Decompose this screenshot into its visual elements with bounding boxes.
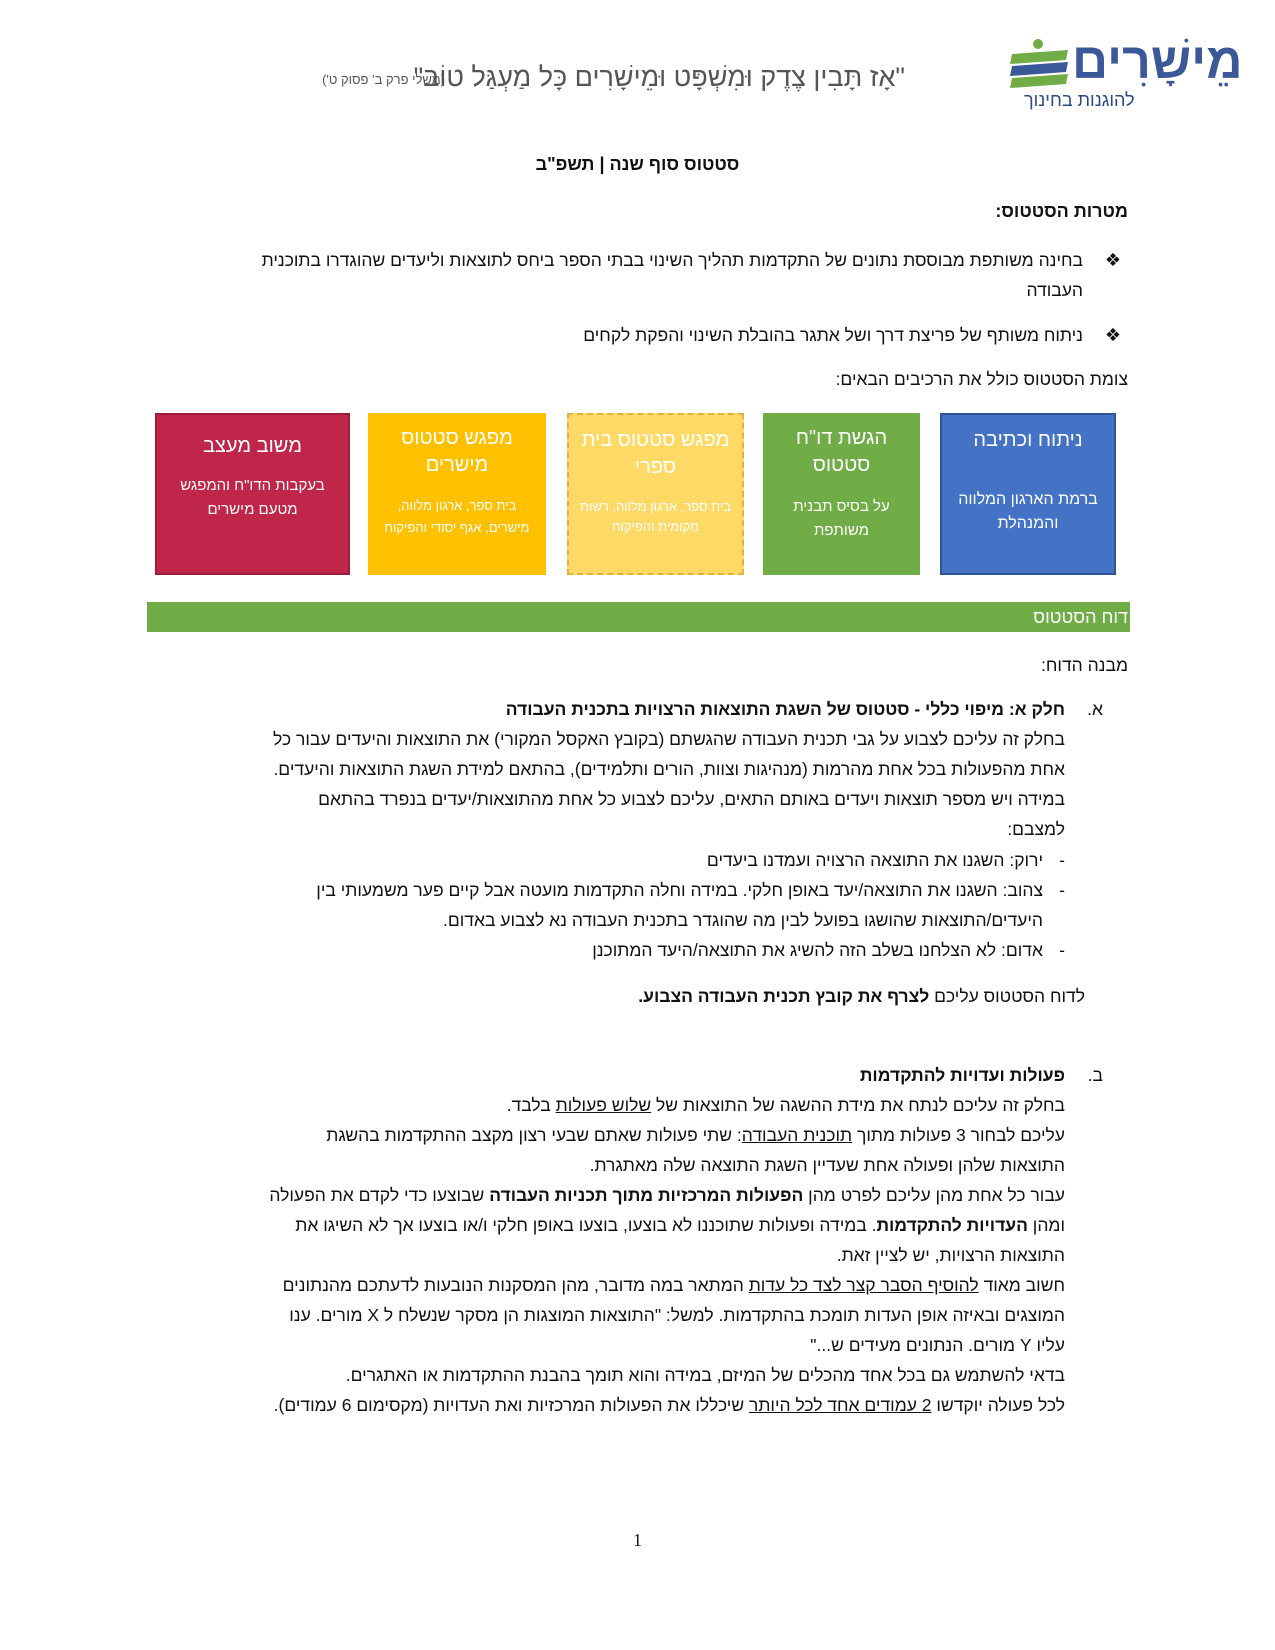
box-subtitle: בית ספר, ארגון מלווה, מישרים, אגף יסודי והפיקוח <box>384 498 530 535</box>
list-item-green: - ירוק: השגנו את התוצאה הרצויה ועמדנו ביעדים <box>706 850 1065 870</box>
goal-bullet: ❖ ניתוח משותף של פריצת דרך ושל אתגר בהובלת השינוי והפקת לקחים <box>203 320 1083 350</box>
logo-tagline: להוגנות בחינוך <box>1024 90 1135 110</box>
logo-stripes-icon <box>1010 38 1070 88</box>
part-b-heading: פעולות ועדויות להתקדמות <box>859 1065 1065 1085</box>
box-analysis-writing <box>940 413 1116 575</box>
components-intro: צומת הסטטוס כולל את הרכיבים הבאים: <box>835 369 1128 389</box>
box-subtitle: בית ספר, ארגון מלווה, רשות מקומית והפיקוח <box>579 499 731 534</box>
list-item-red: - אדום: לא הצלחנו בשלב הזה להשיג את התוצאה/היעד המתוכנן <box>592 940 1065 960</box>
box-submit-report <box>763 413 920 575</box>
box-subtitle: על בסיס תבנית משותפת <box>793 498 890 539</box>
goals-heading: מטרות הסטטוס: <box>995 201 1128 221</box>
page-number: 1 <box>633 1530 642 1550</box>
box-subtitle: בעקבות הדו"ח והמפגש מטעם מישרים <box>180 477 325 518</box>
structure-label: מבנה הדוח: <box>1041 655 1128 675</box>
box-title: הגשת דו"ח סטטוס <box>795 427 888 476</box>
misharim-logo <box>1010 30 1250 118</box>
header-quote: "אָז תָּבִין צֶדֶק וּמִשְׁפָּט וּמֵישָׁרִים כָּל מַעְגַּל טוֹב" <box>413 62 905 92</box>
box-title: מפגש סטטוס מישרים <box>401 427 513 476</box>
part-b-letter: ב. <box>1087 1065 1103 1085</box>
box-subtitle: ברמת הארגון המלווה והמנהלת <box>958 491 1098 532</box>
part-b-text: בחלק זה עליכם לנתח את מידת ההשגה של התוצאות של שלוש פעולות בלבד. עליכם לבחור 3 פעולות מתוך תוכנית העבודה: שתי פעולות שאתם שבעי רצון מקצב ההתקדמות בהשגת התוצאות שלהן ופעולה אחת שעדיין השגת התוצאה שלה מאתגרת. עבור כל אחת מהן עליכם לפרט מהן הפעולות המרכזיות מתוך תכניות העבודה שבוצעו כדי לקדם את הפעולה ומהן העדויות להתקדמות. במידה ופעולות שתוכננו לא בוצעו, בוצעו באופן חלקי ו/או בוצעו אך לא השיגו את התוצאות הרצויות, יש לציין זאת. חשוב מאוד להוסיף הסבר קצר לצד כל עדות המתאר במה מדובר, מהן המסקנות הנובעות לדעתכם מהנתונים המוצגים ובאיזה אופן העדות תומכת בהתקדמות. למשל: "התוצאות המוצגות הן מסקר שנשלח ל X מורים. ענו עליו Y מורים. הנתונים מעידים ש..." בדאי להשתמש גם בכל אחד מהכלים של המיזם, במידה והוא תומך בהבנת ההתקדמות או האתגרים. לכל פעולה יוקדשו 2 עמודים אחד לכל היותר שיכללו את הפעולות המרכזיות ואת העדויות (מקסימום 6 עמודים). <box>269 1095 1065 1415</box>
list-item-yellow: - צהוב: השגנו את התוצאה/יעד באופן חלקי. במידה וחלה התקדמות מועטה אבל קיים פער משמעותי בין היעדים/התוצאות שהושגו בפועל לבין מה שהוגדר בתכנית העבודה נא לצבוע באדום. <box>316 880 1065 930</box>
box-school-meeting <box>567 413 744 575</box>
box-title: מפגש סטטוס בית ספרי <box>581 429 730 478</box>
diamond-bullet-icon: ❖ <box>1104 250 1121 270</box>
box-formative-feedback <box>155 413 350 575</box>
attach-instruction: לדוח הסטטוס עליכם לצרף את קובץ תכנית העבודה הצבוע. <box>638 986 1085 1006</box>
color-legend-list <box>113 845 1065 965</box>
box-title: ניתוח וכתיבה <box>973 429 1083 451</box>
page-title: סטטוס סוף שנה | תשפ"ב <box>535 154 740 174</box>
part-a-text: בחלק זה עליכם לצבוע על גבי תכנית העבודה שהגשתם (בקובץ האקסל המקורי) את התוצאות והיעדים עבור כל אחת מהפעולות בכל אחת מהרמות (מנהיגות וצוות, הורים ותלמידים), בהתאם למידת השגת התוצאות והיעדים. במידה ויש מספר תוצאות ויעדים באותם התאים, עליכם לצבוע כל אחת מהתוצאות/יעדים בנפרד בהתאם למצבם: <box>273 729 1065 839</box>
logo-wordmark: מֵישָׁרִים <box>1072 33 1243 89</box>
diamond-bullet-icon: ❖ <box>1104 325 1121 345</box>
quote-source: (משלי פרק ב' פסוק ט') <box>322 72 445 87</box>
box-misharim-meeting <box>368 413 546 575</box>
box-title: משוב מעצב <box>203 435 302 457</box>
status-report-bar: דוח הסטטוס <box>147 602 1130 632</box>
goal-bullet: ❖ בחינה משותפת מבוססת נתונים של התקדמות תהליך השינוי בבתי הספר ביחס לתוצאות וליעדים שהוגדרו בתוכנית העבודה <box>203 245 1083 305</box>
part-a-letter: א. <box>1087 699 1103 719</box>
part-a-heading: חלק א: מיפוי כללי - סטטוס של השגת התוצאות הרצויות בתכנית העבודה <box>505 699 1065 719</box>
